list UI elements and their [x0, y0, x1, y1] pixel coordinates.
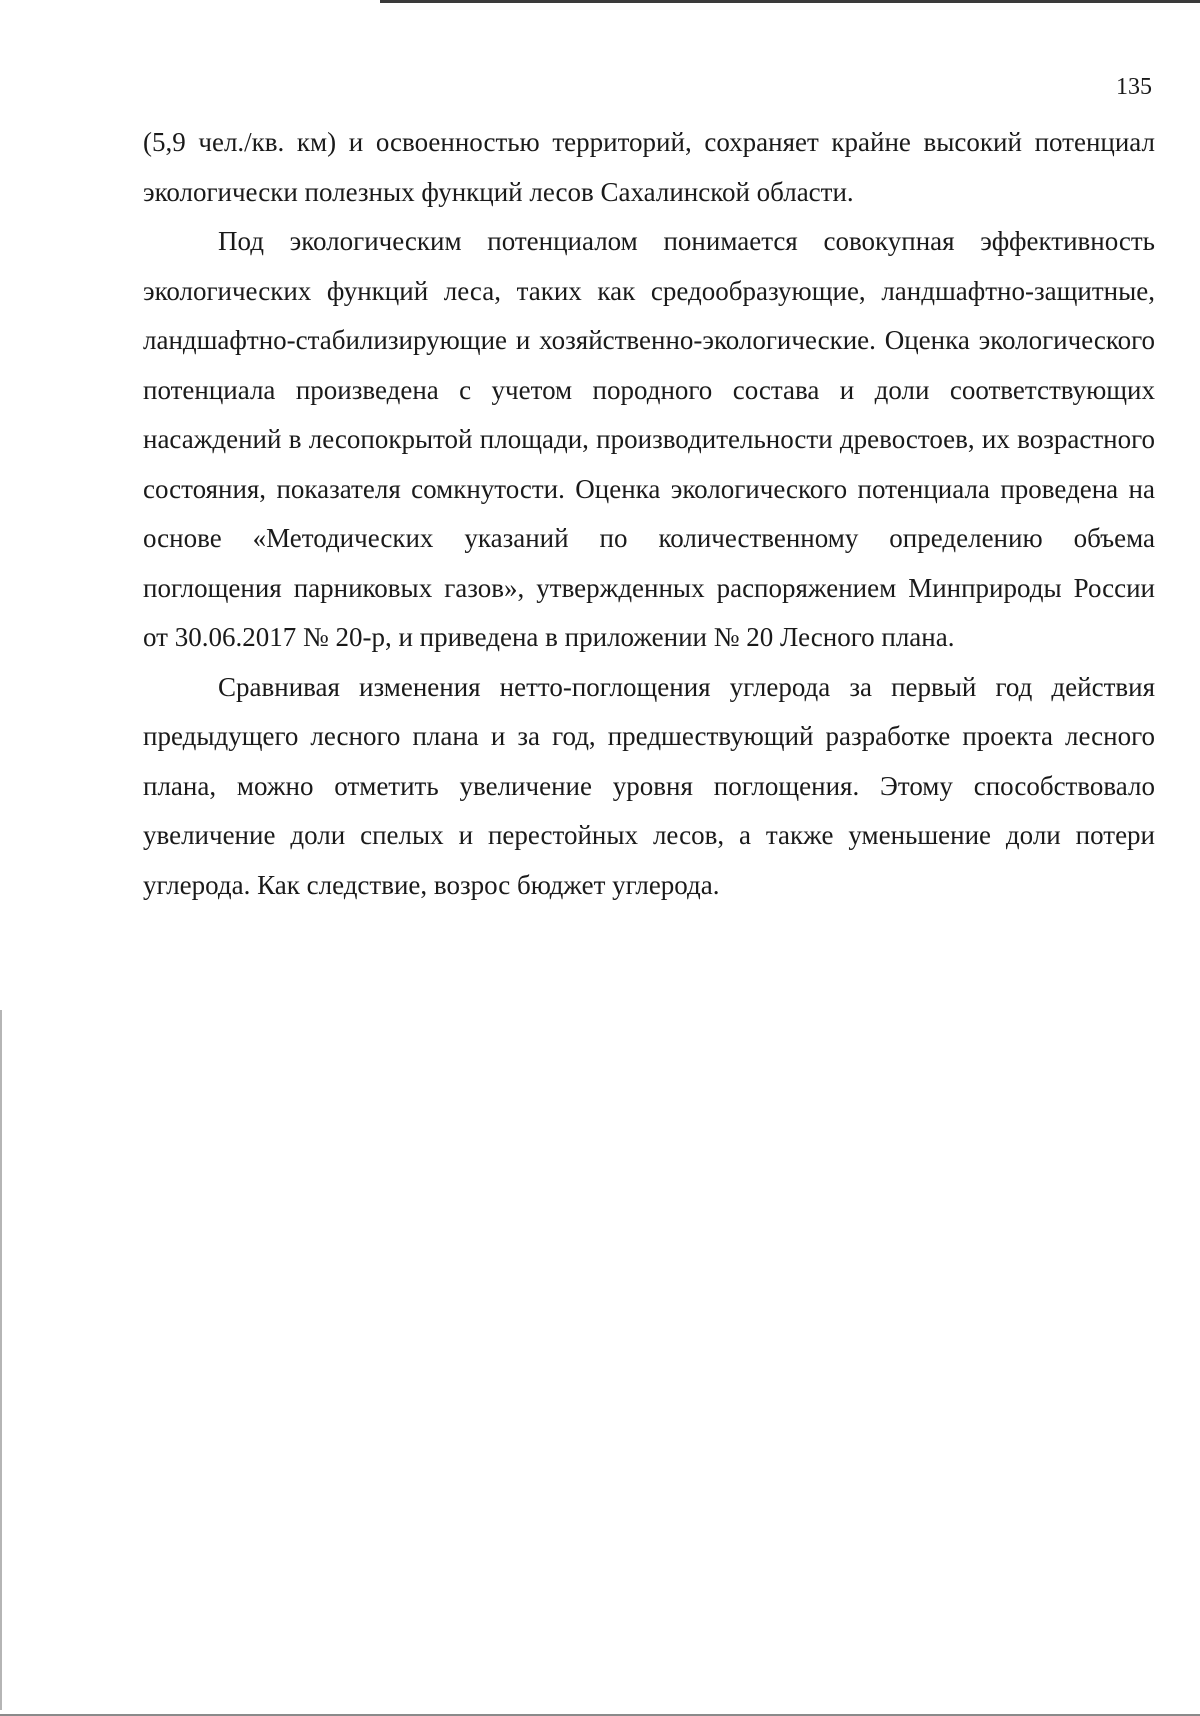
document-body — [143, 118, 1155, 910]
scan-left-edge — [0, 1010, 2, 1710]
scan-top-edge — [380, 0, 1200, 3]
page-number: 135 — [1116, 74, 1152, 100]
paragraph-ecological-potential: Под экологическим потенциалом понимается совокупная эффективность экологических функций леса, таких как средообразующие, ландшафтно-защитные, ландшафтно-стабилизирующие и хозяйственно-экологические. Оценка экологического потенциала произведена с учетом породного состава и доли соответствующих насаждений в лесопокрытой площади, производительности древостоев, их возрастного состояния, показателя сомкнутости. Оценка экологического потенциала проведена на основе «Методических указаний по количественному определению объема поглощения парниковых газов», утвержденных распоряжением Минприроды России от 30.06.2017 № 20-р, и приведена в приложении № 20 Лесного плана. — [143, 226, 1155, 652]
paragraph-continuation: (5,9 чел./кв. км) и освоенностью территорий, сохраняет крайне высокий потенциал экологически полезных функций лесов Сахалинской области. — [143, 127, 1155, 207]
paragraph-carbon-absorption: Сравнивая изменения нетто-поглощения углерода за первый год действия предыдущего лесного плана и за год, предшествующий разработке проекта лесного плана, можно отметить увеличение уровня поглощения. Этому способствовало увеличение доли спелых и перестойных лесов, а также уменьшение доли потери углерода. Как следствие, возрос бюджет углерода. — [143, 671, 1155, 900]
